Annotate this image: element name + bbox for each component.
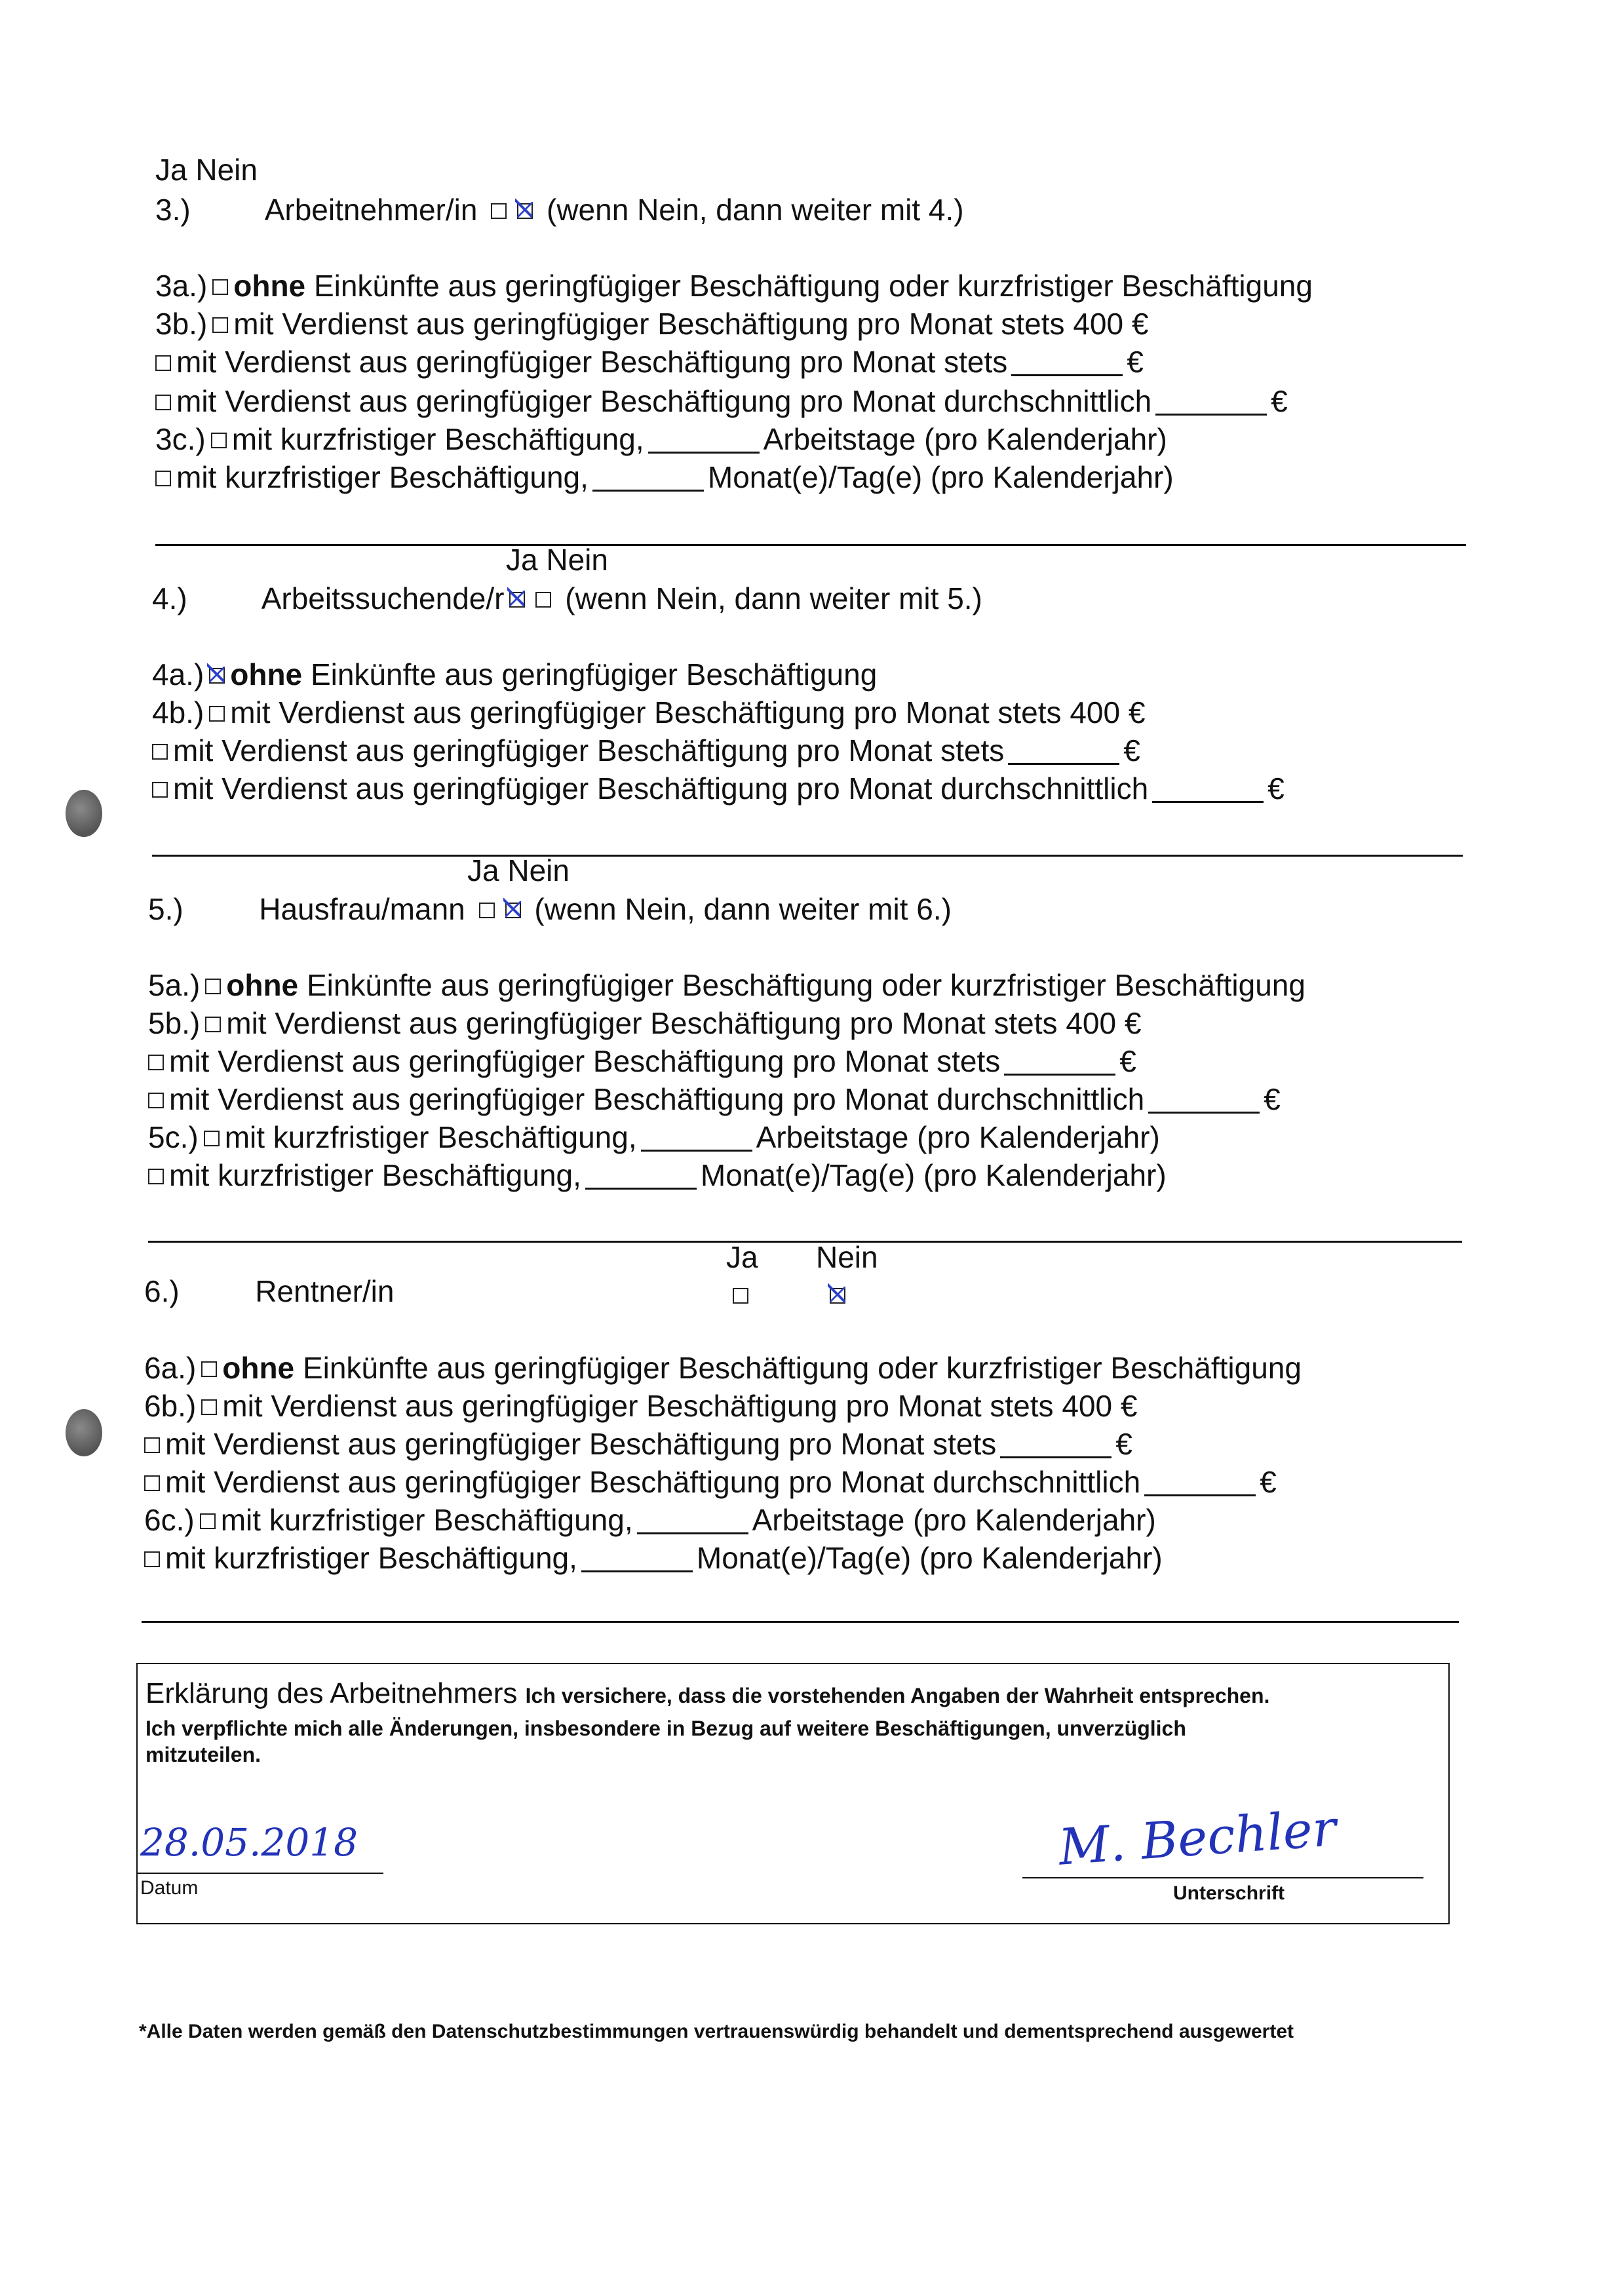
s5b3-amount-field[interactable] bbox=[1148, 1112, 1260, 1114]
s4-note: (wenn Nein, dann weiter mit 5.) bbox=[565, 581, 982, 615]
s3c2-months-field[interactable] bbox=[592, 490, 704, 492]
s6c2-monat: Monat(e)/Tag(e) (pro Kalenderjahr) bbox=[696, 1541, 1163, 1575]
s5b3-euro: € bbox=[1264, 1082, 1281, 1116]
s5-divider bbox=[148, 1241, 1462, 1243]
s5b-checkbox[interactable] bbox=[205, 1017, 221, 1032]
s5b-prefix: 5b.) bbox=[148, 1006, 201, 1040]
s6-nein-header: Nein bbox=[816, 1240, 878, 1274]
s6b3-line bbox=[144, 1467, 1277, 1497]
s5-ja-checkbox[interactable] bbox=[479, 903, 495, 918]
s5b-text: mit Verdienst aus geringfügiger Beschäftigung pro Monat stets 400 € bbox=[226, 1006, 1142, 1040]
s5a-text: Einkünfte aus geringfügiger Beschäftigung oder kurzfristiger Beschäftigung bbox=[306, 968, 1305, 1002]
s5a-line bbox=[148, 970, 1305, 1000]
s4a-line bbox=[152, 659, 877, 690]
s5c-prefix: 5c.) bbox=[148, 1120, 199, 1154]
s4b3-line bbox=[152, 773, 1285, 804]
s3b3-text: mit Verdienst aus geringfügiger Beschäftigung pro Monat durchschnittlich bbox=[176, 384, 1152, 418]
s4b-text: mit Verdienst aus geringfügiger Beschäftigung pro Monat stets 400 € bbox=[230, 695, 1146, 729]
s4-divider bbox=[152, 855, 1463, 857]
s4b-prefix: 4b.) bbox=[152, 695, 204, 729]
s3c-days-field[interactable] bbox=[648, 452, 760, 454]
s6b3-euro: € bbox=[1260, 1465, 1277, 1499]
s3b2-amount-field[interactable] bbox=[1011, 374, 1123, 376]
signature-label: Unterschrift bbox=[1173, 1882, 1285, 1904]
date-label: Datum bbox=[140, 1877, 199, 1899]
s6b2-text: mit Verdienst aus geringfügiger Beschäftigung pro Monat stets bbox=[165, 1427, 997, 1461]
s3-ja-checkbox[interactable] bbox=[491, 203, 507, 219]
s4a-ohne: ohne bbox=[230, 657, 303, 691]
s3-divider bbox=[155, 544, 1466, 546]
s4b3-checkbox[interactable] bbox=[152, 782, 168, 798]
declaration-title: Erklärung des Arbeitnehmers bbox=[145, 1677, 518, 1709]
s4b3-amount-field[interactable] bbox=[1152, 801, 1264, 803]
s3-question bbox=[155, 195, 964, 225]
s5c-text: mit kurzfristiger Beschäftigung, bbox=[224, 1120, 637, 1154]
s6c-line bbox=[144, 1505, 1156, 1535]
s4a-prefix: 4a.) bbox=[152, 657, 204, 691]
s5b2-checkbox[interactable] bbox=[148, 1055, 164, 1070]
s4-nein-checkbox[interactable] bbox=[535, 592, 551, 608]
s4-ja-checkbox[interactable] bbox=[509, 592, 525, 608]
s5-note: (wenn Nein, dann weiter mit 6.) bbox=[534, 892, 952, 926]
s6b3-checkbox[interactable] bbox=[144, 1475, 160, 1491]
date-line bbox=[138, 1873, 383, 1874]
s6b-text: mit Verdienst aus geringfügiger Beschäftigung pro Monat stets 400 € bbox=[222, 1389, 1138, 1423]
s3c-arbeitstage: Arbeitstage (pro Kalenderjahr) bbox=[763, 422, 1167, 456]
s3c2-monat: Monat(e)/Tag(e) (pro Kalenderjahr) bbox=[707, 460, 1174, 494]
s6c-text: mit kurzfristiger Beschäftigung, bbox=[220, 1503, 633, 1537]
s5-question bbox=[148, 894, 952, 924]
s6b2-euro: € bbox=[1115, 1427, 1132, 1461]
s6b2-line bbox=[144, 1429, 1132, 1459]
s5-nein-checkbox[interactable] bbox=[505, 903, 521, 918]
s3-label: Arbeitnehmer/in bbox=[264, 193, 478, 227]
s6a-checkbox[interactable] bbox=[201, 1361, 217, 1377]
s6c-arbeitstage: Arbeitstage (pro Kalenderjahr) bbox=[752, 1503, 1156, 1537]
s3a-ohne: ohne bbox=[233, 269, 306, 303]
s3a-text: Einkünfte aus geringfügiger Beschäftigung oder kurzfristiger Beschäftigung bbox=[313, 269, 1313, 303]
s3a-checkbox[interactable] bbox=[212, 279, 228, 295]
s3-nein-checkbox[interactable] bbox=[517, 203, 533, 219]
s6-nein-checkbox[interactable] bbox=[830, 1288, 845, 1304]
signature-line bbox=[1022, 1877, 1423, 1878]
signature-handwritten[interactable]: M. Bechler bbox=[1056, 1798, 1338, 1876]
s3b3-amount-field[interactable] bbox=[1155, 414, 1267, 416]
s6b-prefix: 6b.) bbox=[144, 1389, 197, 1423]
s6b2-amount-field[interactable] bbox=[1000, 1456, 1112, 1458]
s3c2-checkbox[interactable] bbox=[155, 471, 171, 486]
s5c-checkbox[interactable] bbox=[204, 1131, 220, 1146]
s4b2-line bbox=[152, 735, 1140, 766]
s5c-arbeitstage: Arbeitstage (pro Kalenderjahr) bbox=[756, 1120, 1160, 1154]
s6-ja-header: Ja bbox=[726, 1240, 758, 1274]
declaration-line-3: mitzuteilen. bbox=[145, 1743, 261, 1766]
s6-question bbox=[144, 1276, 394, 1306]
s3c2-line bbox=[155, 462, 1174, 492]
s5-number: 5.) bbox=[148, 892, 184, 926]
s6c-checkbox[interactable] bbox=[200, 1513, 216, 1529]
s6b-checkbox[interactable] bbox=[201, 1399, 217, 1415]
s4b3-text: mit Verdienst aus geringfügiger Beschäftigung pro Monat durchschnittlich bbox=[173, 771, 1149, 806]
s3c-line bbox=[155, 424, 1167, 454]
s3b2-euro: € bbox=[1127, 345, 1144, 379]
s3b2-checkbox[interactable] bbox=[155, 355, 171, 371]
s3-number: 3.) bbox=[155, 193, 191, 227]
s5b3-checkbox[interactable] bbox=[148, 1093, 164, 1108]
s5c2-monat: Monat(e)/Tag(e) (pro Kalenderjahr) bbox=[700, 1158, 1167, 1192]
s6a-text: Einkünfte aus geringfügiger Beschäftigung oder kurzfristiger Beschäftigung bbox=[302, 1351, 1302, 1385]
s4b2-text: mit Verdienst aus geringfügiger Beschäftigung pro Monat stets bbox=[173, 733, 1005, 768]
s6c2-line bbox=[144, 1543, 1163, 1573]
s3b-line bbox=[155, 309, 1148, 339]
s3c-prefix: 3c.) bbox=[155, 422, 206, 456]
s6b2-checkbox[interactable] bbox=[144, 1437, 160, 1453]
s6c2-months-field[interactable] bbox=[581, 1570, 693, 1572]
s6-number: 6.) bbox=[144, 1274, 180, 1308]
s5b-line bbox=[148, 1008, 1141, 1038]
s4b2-euro: € bbox=[1123, 733, 1140, 768]
s5b2-line bbox=[148, 1046, 1136, 1076]
s4a-checkbox[interactable] bbox=[209, 668, 225, 684]
s6b-line bbox=[144, 1391, 1137, 1421]
s3a-line bbox=[155, 271, 1313, 301]
s6b3-text: mit Verdienst aus geringfügiger Beschäftigung pro Monat durchschnittlich bbox=[165, 1465, 1141, 1499]
s6c2-checkbox[interactable] bbox=[144, 1551, 160, 1567]
s4b-line bbox=[152, 697, 1145, 728]
s5c2-line bbox=[148, 1160, 1167, 1190]
s4-ja-nein-header: Ja Nein bbox=[506, 543, 608, 577]
s4-label: Arbeitssuchende/r bbox=[261, 581, 505, 615]
s3b2-line bbox=[155, 347, 1144, 377]
s3b-checkbox[interactable] bbox=[212, 317, 228, 333]
s6-ja-checkbox[interactable] bbox=[733, 1288, 748, 1304]
s3a-prefix: 3a.) bbox=[155, 269, 208, 303]
s3c-text: mit kurzfristiger Beschäftigung, bbox=[231, 422, 644, 456]
s6c-prefix: 6c.) bbox=[144, 1503, 195, 1537]
s4a-text: Einkünfte aus geringfügiger Beschäftigung bbox=[310, 657, 878, 691]
s5b2-text: mit Verdienst aus geringfügiger Beschäftigung pro Monat stets bbox=[169, 1044, 1001, 1078]
s5c2-months-field[interactable] bbox=[585, 1188, 697, 1190]
s5-ja-nein-header: Ja Nein bbox=[467, 853, 570, 887]
s3b3-checkbox[interactable] bbox=[155, 395, 171, 410]
date-handwritten[interactable]: 28.05.2018 bbox=[140, 1820, 358, 1865]
s4b3-euro: € bbox=[1267, 771, 1285, 806]
s3c-checkbox[interactable] bbox=[211, 433, 227, 448]
s5a-checkbox[interactable] bbox=[205, 979, 221, 994]
s3b-prefix: 3b.) bbox=[155, 307, 208, 341]
punch-hole-bottom bbox=[66, 1409, 102, 1456]
declaration-box bbox=[136, 1663, 1450, 1924]
s3b2-text: mit Verdienst aus geringfügiger Beschäftigung pro Monat stets bbox=[176, 345, 1008, 379]
s5b2-amount-field[interactable] bbox=[1004, 1074, 1115, 1076]
s6-divider bbox=[142, 1621, 1459, 1623]
s4-number: 4.) bbox=[152, 581, 187, 615]
s3b3-line bbox=[155, 386, 1288, 416]
s4b2-checkbox[interactable] bbox=[152, 744, 168, 760]
s3c2-text: mit kurzfristiger Beschäftigung, bbox=[176, 460, 589, 494]
s5b3-text: mit Verdienst aus geringfügiger Beschäftigung pro Monat durchschnittlich bbox=[169, 1082, 1145, 1116]
s5c2-checkbox[interactable] bbox=[148, 1169, 164, 1184]
s5b3-line bbox=[148, 1084, 1281, 1114]
declaration-line-2: Ich verpflichte mich alle Änderungen, insbesondere in Bezug auf weitere Beschäftigungen, unverzüglich bbox=[145, 1717, 1186, 1740]
s6-label: Rentner/in bbox=[255, 1274, 395, 1308]
s5c2-text: mit kurzfristiger Beschäftigung, bbox=[169, 1158, 581, 1192]
s6a-prefix: 6a.) bbox=[144, 1351, 197, 1385]
privacy-footnote: *Alle Daten werden gemäß den Datenschutzbestimmungen vertrauenswürdig behandelt und dementsprechend ausgewertet bbox=[139, 2021, 1294, 2042]
s5-label: Hausfrau/mann bbox=[259, 892, 465, 926]
s4-question bbox=[152, 583, 982, 613]
s4b2-amount-field[interactable] bbox=[1008, 763, 1119, 765]
s6a-line bbox=[144, 1353, 1302, 1383]
s6c2-text: mit kurzfristiger Beschäftigung, bbox=[165, 1541, 577, 1575]
s3b-text: mit Verdienst aus geringfügiger Beschäftigung pro Monat stets 400 € bbox=[233, 307, 1149, 341]
s6c-days-field[interactable] bbox=[637, 1532, 748, 1534]
s3b3-euro: € bbox=[1271, 384, 1288, 418]
punch-hole-top bbox=[66, 790, 102, 837]
s6a-ohne: ohne bbox=[222, 1351, 295, 1385]
s3-note: (wenn Nein, dann weiter mit 4.) bbox=[547, 193, 964, 227]
s5a-ohne: ohne bbox=[226, 968, 299, 1002]
declaration-line-1: Ich versichere, dass die vorstehenden Angaben der Wahrheit entsprechen. bbox=[525, 1684, 1270, 1707]
s5a-prefix: 5a.) bbox=[148, 968, 201, 1002]
s5b2-euro: € bbox=[1119, 1044, 1136, 1078]
declaration-heading bbox=[145, 1677, 1269, 1710]
s4b-checkbox[interactable] bbox=[209, 706, 225, 722]
s5c-days-field[interactable] bbox=[641, 1150, 752, 1152]
s6b3-amount-field[interactable] bbox=[1144, 1494, 1256, 1496]
s3-ja-nein-header: Ja Nein bbox=[155, 153, 258, 187]
s5c-line bbox=[148, 1122, 1160, 1152]
